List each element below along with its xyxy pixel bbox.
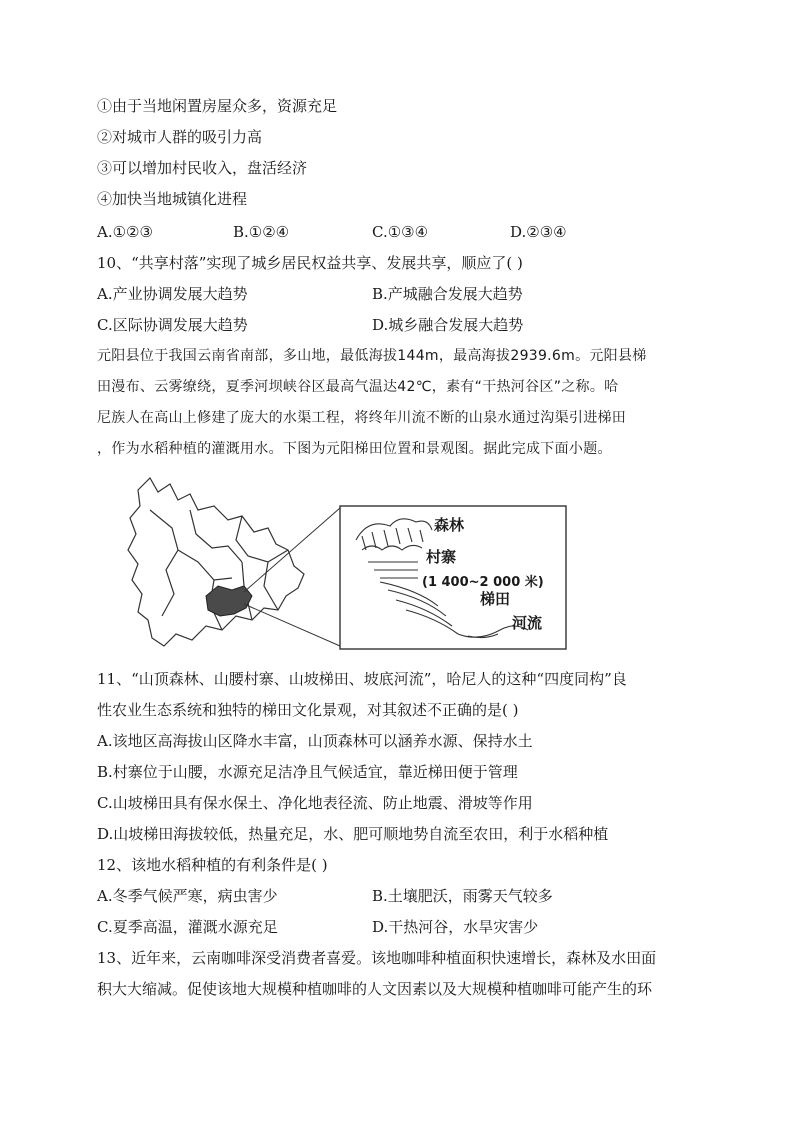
q9-option-c: C.①③④ [372,223,429,241]
q10-option-b: B.产城融合发展大趋势 [372,285,523,303]
q12-option-c: C.夏季高温，灌溉水源充足 [97,918,278,936]
q11-option-c: C.山坡梯田具有保水保土、净化地表径流、防止地震、滑坡等作用 [97,794,533,812]
yuanyang-terrace-figure [118,470,588,655]
label-terrace: 梯田 [480,590,511,608]
q9-option-a: A.①②③ [97,223,153,241]
label-village: 村寨 [426,548,457,566]
q9-option-d: D.②③④ [510,223,567,241]
q12-option-a: A.冬季气候严寒，病虫害少 [97,887,278,905]
q12-option-d: D.干热河谷，水旱灾害少 [372,918,539,936]
label-altitude: (1 400~2 000 米) [422,575,544,590]
q10-option-c: C.区际协调发展大趋势 [97,316,248,334]
q10-option-d: D.城乡融合发展大趋势 [372,316,524,334]
q11-stem-line-2: 性农业生态系统和独特的梯田文化景观，对其叙述不正确的是( ) [97,701,519,719]
passage-line-2: 田漫布、云雾缭绕，夏季河坝峡谷区最高气温达42℃，素有“干热河谷区”之称。哈 [97,379,619,395]
q10-stem: 10、“共享村落”实现了城乡居民权益共享、发展共享，顺应了( ) [97,254,523,272]
q9-item-3: ③可以增加村民收入，盘活经济 [97,159,308,177]
passage-line-4: ，作为水稻种植的灌溉用水。下图为元阳梯田位置和景观图。据此完成下面小题。 [97,441,612,457]
q9-item-2: ②对城市人群的吸引力高 [97,128,263,146]
q10-option-a: A.产业协调发展大趋势 [97,285,248,303]
q9-item-1: ①由于当地闲置房屋众多，资源充足 [97,97,338,115]
label-forest: 森林 [434,516,465,534]
q11-stem-line-1: 11、“山顶森林、山腰村寨、山坡梯田、坡底河流”，哈尼人的这种“四度同构”良 [97,670,627,688]
passage-line-3: 尼族人在高山上修建了庞大的水渠工程，将终年川流不断的山泉水通过沟渠引进梯田 [97,410,627,426]
q11-option-b: B.村寨位于山腰，水源充足洁净且气候适宜，靠近梯田便于管理 [97,763,518,781]
q11-option-d: D.山坡梯田海拔较低，热量充足，水、肥可顺地势自流至农田，利于水稻种植 [97,825,609,843]
q13-stem-line-2: 积大大缩减。促使该地大规模种植咖啡的人文因素以及大规模种植咖啡可能产生的环 [97,980,653,998]
zoom-line-bottom [244,604,340,646]
q11-option-a: A.该地区高海拔山区降水丰富，山顶森林可以涵养水源、保持水土 [97,732,533,750]
q9-item-4: ④加快当地城镇化进程 [97,190,248,208]
q9-option-b: B.①②④ [233,223,290,241]
passage-line-1: 元阳县位于我国云南省南部，多山地，最低海拔144m，最高海拔2939.6m。元阳县梯 [97,348,647,364]
q12-option-b: B.土壤肥沃，雨雾天气较多 [372,887,553,905]
q13-stem-line-1: 13、近年来，云南咖啡深受消费者喜爱。该地咖啡种植面积快速增长，森林及水田面 [97,949,657,967]
label-river: 河流 [512,614,543,632]
q12-stem: 12、该地水稻种植的有利条件是( ) [97,856,328,874]
zoom-line-top [244,508,340,592]
